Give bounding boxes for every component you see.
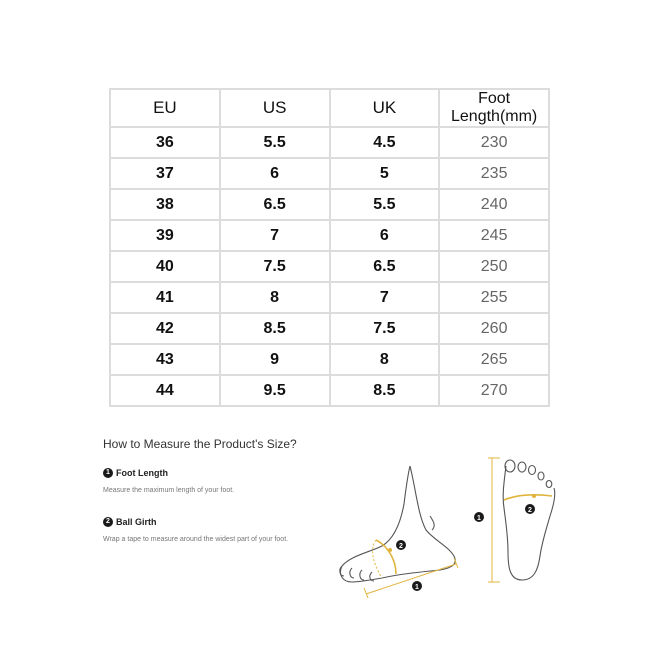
girth-point <box>388 548 392 552</box>
us-size-cell: 7.5 <box>220 251 330 282</box>
foot-length-cell: 270 <box>439 375 549 406</box>
foot-length-cell: 260 <box>439 313 549 344</box>
marker-length-side <box>412 581 422 591</box>
step-number-badge: 1 <box>103 468 113 478</box>
us-size-cell: 8 <box>220 282 330 313</box>
uk-size-cell: 8.5 <box>330 375 440 406</box>
foot-length-line <box>366 564 456 594</box>
header-foot-length: Foot Length(mm) <box>439 89 549 127</box>
size-chart-body <box>110 127 549 406</box>
table-row <box>110 251 549 282</box>
foot-length-cell: 230 <box>439 127 549 158</box>
table-row <box>110 313 549 344</box>
side-foot-outline <box>340 466 455 582</box>
eu-size-cell: 39 <box>110 220 220 251</box>
step-number-badge: 2 <box>103 517 113 527</box>
foot-length-cell: 255 <box>439 282 549 313</box>
step-description: Measure the maximum length of your foot. <box>103 487 235 494</box>
header-eu: EU <box>110 89 220 127</box>
us-size-cell: 8.5 <box>220 313 330 344</box>
header-uk: UK <box>330 89 440 127</box>
step-description: Wrap a tape to measure around the widest part of your foot. <box>103 536 289 543</box>
eu-size-cell: 41 <box>110 282 220 313</box>
foot-length-cell: 240 <box>439 189 549 220</box>
uk-size-cell: 7 <box>330 282 440 313</box>
eu-size-cell: 42 <box>110 313 220 344</box>
us-size-cell: 6.5 <box>220 189 330 220</box>
table-row <box>110 282 549 313</box>
eu-size-cell: 37 <box>110 158 220 189</box>
us-size-cell: 9.5 <box>220 375 330 406</box>
guide-title: How to Measure the Product's Size? <box>103 437 297 451</box>
uk-size-cell: 5 <box>330 158 440 189</box>
side-foot-illustration <box>330 460 470 600</box>
marker-label: 2 <box>528 507 532 514</box>
eu-size-cell: 43 <box>110 344 220 375</box>
step-heading <box>103 468 234 478</box>
sole-foot-illustration <box>470 452 570 592</box>
table-header-row <box>110 89 549 127</box>
foot-length-cell: 235 <box>439 158 549 189</box>
table-row <box>110 189 549 220</box>
header-us: US <box>220 89 330 127</box>
marker-label: 1 <box>415 584 419 591</box>
table-row <box>110 220 549 251</box>
foot-length-end-left <box>364 588 368 598</box>
uk-size-cell: 5.5 <box>330 189 440 220</box>
eu-size-cell: 38 <box>110 189 220 220</box>
ball-girth-band <box>376 540 396 574</box>
uk-size-cell: 7.5 <box>330 313 440 344</box>
marker-label: 2 <box>399 543 403 550</box>
uk-size-cell: 4.5 <box>330 127 440 158</box>
marker-girth-side <box>396 540 406 550</box>
table-row <box>110 375 549 406</box>
eu-size-cell: 36 <box>110 127 220 158</box>
table-row <box>110 158 549 189</box>
ball-girth-band-back <box>373 540 382 578</box>
eu-size-cell: 44 <box>110 375 220 406</box>
step-label: Foot Length <box>116 468 168 478</box>
marker-girth-sole <box>525 504 535 514</box>
foot-length-cell: 250 <box>439 251 549 282</box>
step-foot-length <box>103 468 234 494</box>
us-size-cell: 7 <box>220 220 330 251</box>
step-heading <box>103 517 288 527</box>
sole-girth-point <box>532 494 536 498</box>
table-row <box>110 127 549 158</box>
sole-girth-band <box>504 495 552 500</box>
sole-outline <box>503 460 555 580</box>
step-label: Ball Girth <box>116 517 157 527</box>
uk-size-cell: 8 <box>330 344 440 375</box>
uk-size-cell: 6.5 <box>330 251 440 282</box>
marker-label: 1 <box>477 515 481 522</box>
table-row <box>110 344 549 375</box>
us-size-cell: 6 <box>220 158 330 189</box>
foot-length-cell: 245 <box>439 220 549 251</box>
uk-size-cell: 6 <box>330 220 440 251</box>
marker-length-sole <box>474 512 484 522</box>
step-ball-girth <box>103 517 288 543</box>
foot-length-cell: 265 <box>439 344 549 375</box>
us-size-cell: 5.5 <box>220 127 330 158</box>
size-chart-table <box>109 88 550 407</box>
eu-size-cell: 40 <box>110 251 220 282</box>
us-size-cell: 9 <box>220 344 330 375</box>
